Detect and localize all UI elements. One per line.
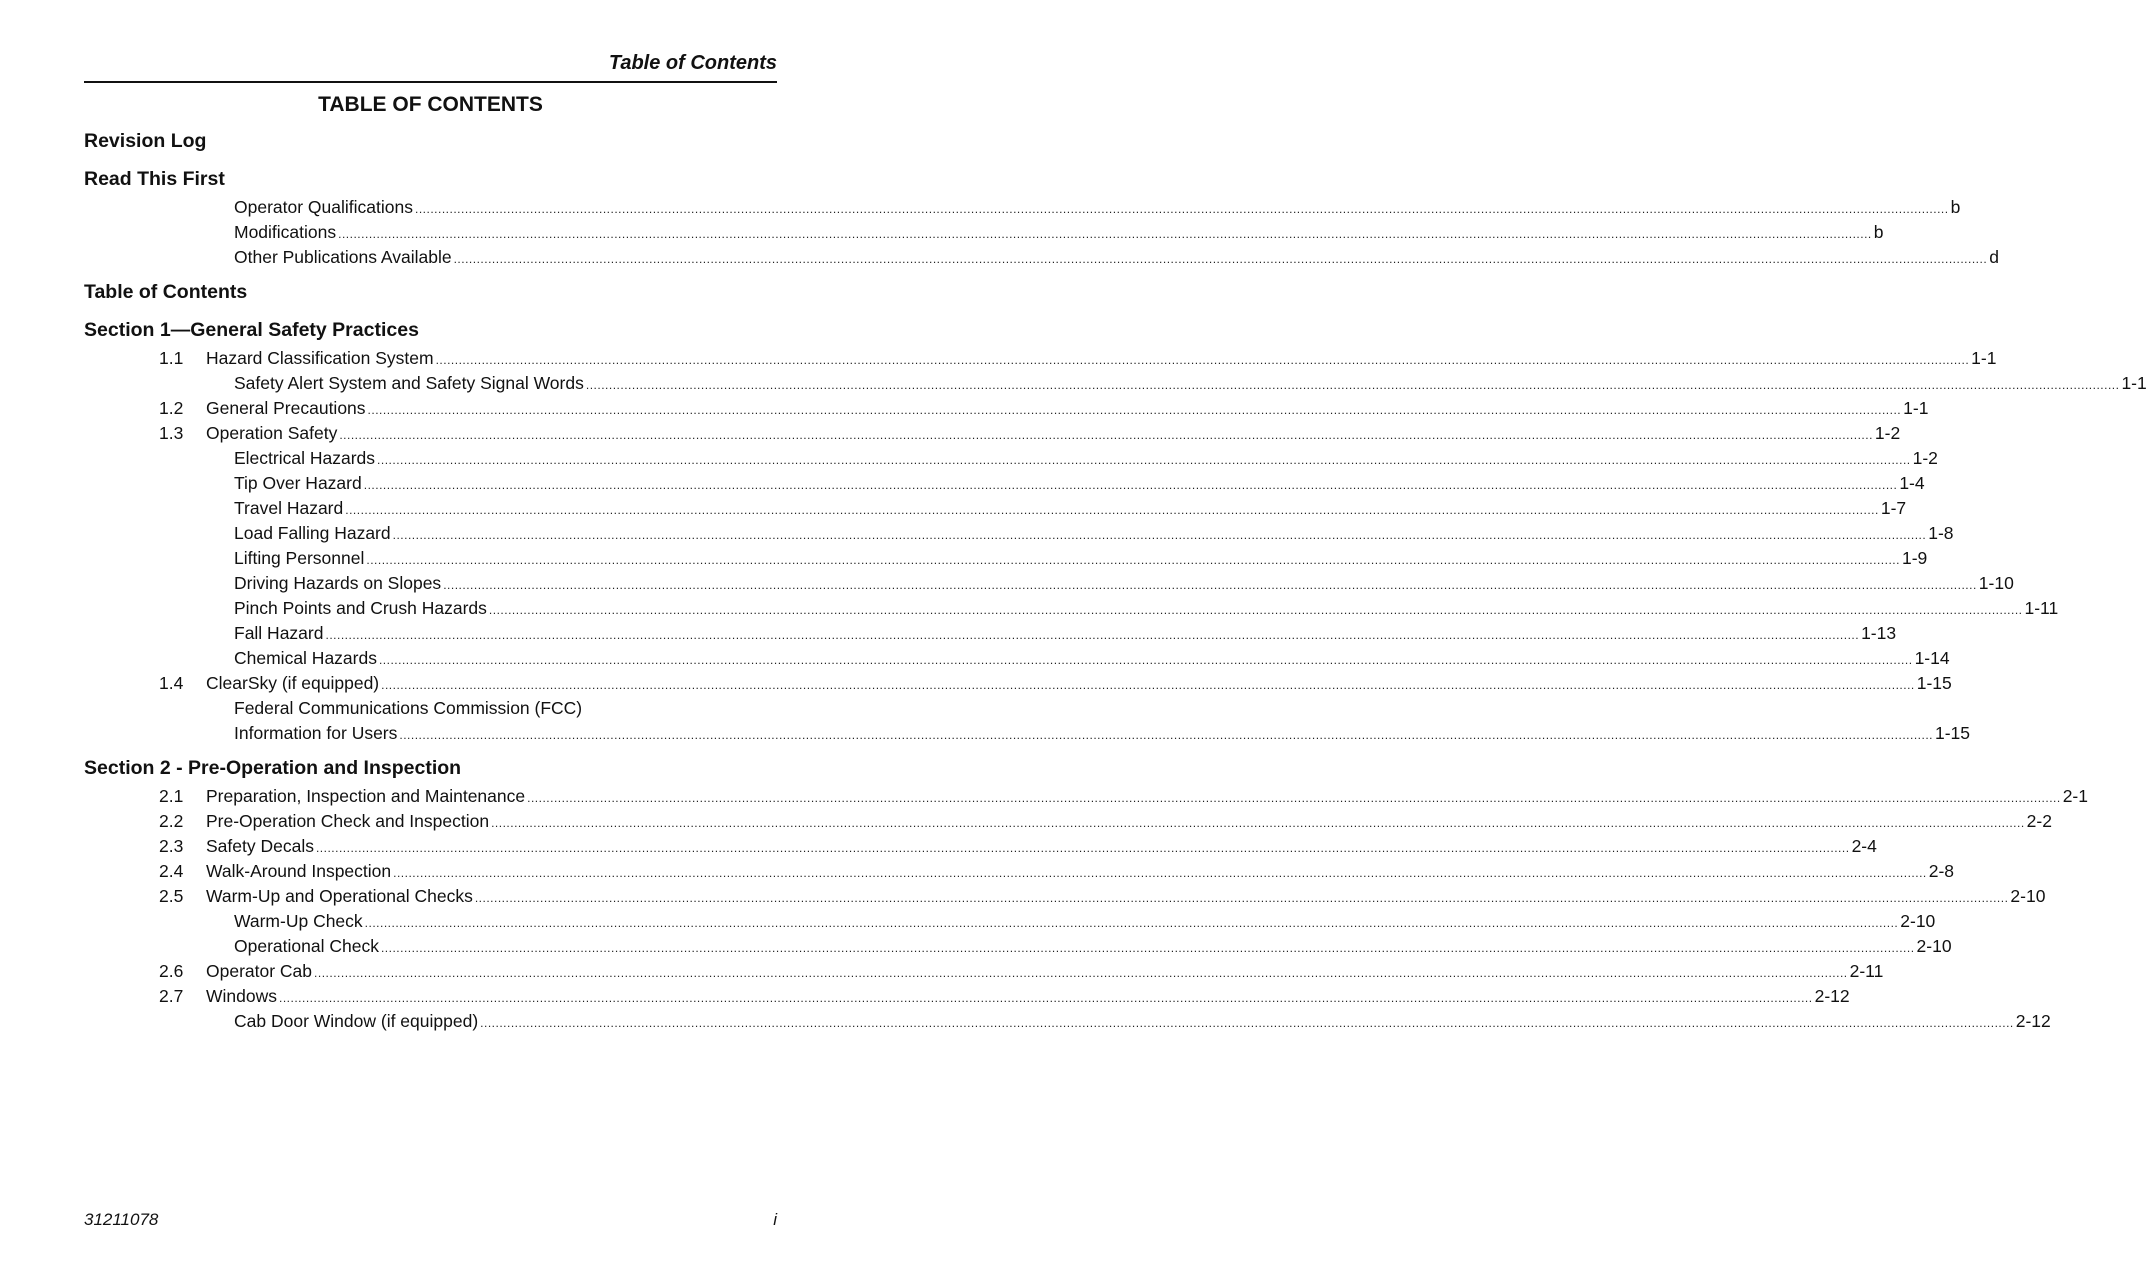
toc-entry-page: 1-8	[1928, 523, 1954, 543]
toc-entry-line	[206, 421, 1901, 448]
toc-entry[interactable]	[84, 721, 1971, 746]
toc-section-heading[interactable]: Section 2 - Pre-Operation and Inspection	[84, 757, 462, 779]
toc-entry-page: 1-13	[1861, 623, 1897, 643]
toc-entry-title: Pre-Operation Check and Inspection	[206, 811, 490, 831]
toc-entry[interactable]	[84, 245, 1999, 270]
dot-leader: ................................................................................................................................................................................................................................................................................................................................................................................................................	[338, 227, 1872, 241]
toc-entry-title: Driving Hazards on Slopes	[234, 573, 442, 593]
toc-entry-title: Warm-Up Check	[234, 911, 363, 931]
toc-entry-page: 1-1	[2121, 373, 2147, 393]
toc-entry[interactable]	[84, 396, 1929, 421]
toc-entry-title: Safety Decals	[206, 836, 314, 856]
dot-leader: ................................................................................................................................................................................................................................................................................................................................................................................................................	[325, 628, 1860, 642]
toc-entry-page: 1-15	[1934, 723, 1971, 743]
toc-entry-page: b	[1873, 222, 1884, 242]
toc-entry-page: 2-1	[2062, 786, 2088, 806]
toc-entry[interactable]	[84, 1009, 2051, 1034]
toc-entry-page: 1-9	[1901, 548, 1928, 568]
toc-entry[interactable]	[84, 471, 1925, 496]
toc-entry-line	[206, 859, 1955, 886]
toc-entry-number: 1.3	[159, 423, 184, 443]
toc-entry-line	[206, 834, 1877, 861]
toc-entry-line	[234, 371, 2147, 398]
dot-leader: ................................................................................................................................................................................................................................................................................................................................................................................................................	[339, 428, 1873, 442]
toc-entry-page: 2-2	[2026, 811, 2052, 831]
toc-entry[interactable]	[84, 646, 1950, 671]
dot-leader: ................................................................................................................................................................................................................................................................................................................................................................................................................	[453, 252, 1988, 266]
toc-entry-line	[234, 446, 1938, 473]
toc-entry-line	[234, 621, 1897, 648]
toc-entry-page: 1-15	[1916, 673, 1952, 693]
toc-section-heading[interactable]: Section 1—General Safety Practices	[84, 319, 419, 341]
dot-leader: ................................................................................................................................................................................................................................................................................................................................................................................................................	[585, 378, 2120, 392]
dot-leader: ................................................................................................................................................................................................................................................................................................................................................................................................................	[377, 453, 1911, 467]
toc-entry-title: Operational Check	[234, 936, 379, 956]
toc-entry-title: Other Publications Available	[234, 247, 452, 267]
toc-entry-title: Operator Qualifications	[234, 197, 413, 217]
dot-leader: ................................................................................................................................................................................................................................................................................................................................................................................................................	[488, 603, 2023, 617]
toc-entry-line	[234, 521, 1954, 548]
toc-entry-title: Safety Alert System and Safety Signal Words	[234, 373, 584, 393]
toc-entry[interactable]	[84, 934, 1952, 959]
toc-entry-line	[206, 346, 1997, 373]
table-of-contents	[84, 125, 2147, 1034]
toc-entry-page: 1-7	[1880, 498, 1907, 518]
toc-entry-page: 2-8	[1928, 861, 1955, 881]
toc-entry-page: b	[1950, 197, 1961, 217]
toc-entry-number: 1.4	[159, 673, 184, 693]
toc-entry[interactable]	[84, 959, 1884, 984]
toc-entry[interactable]	[84, 546, 1928, 571]
toc-entry-title: Information for Users	[234, 723, 398, 743]
dot-leader: ................................................................................................................................................................................................................................................................................................................................................................................................................	[279, 991, 1813, 1005]
toc-entry-number: 2.5	[159, 886, 184, 906]
toc-entry-page: 1-14	[1914, 648, 1950, 668]
toc-entry-line	[234, 934, 1952, 961]
dot-leader: ................................................................................................................................................................................................................................................................................................................................................................................................................	[399, 728, 1933, 742]
toc-entry[interactable]	[84, 909, 1936, 934]
dot-leader: ................................................................................................................................................................................................................................................................................................................................................................................................................	[378, 653, 1913, 667]
toc-entry-title: Electrical Hazards	[234, 448, 376, 468]
toc-entry-page: 1-1	[1971, 348, 1997, 368]
toc-entry-title: Lifting Personnel	[234, 548, 365, 568]
toc-entry[interactable]	[84, 884, 2046, 909]
toc-entry[interactable]	[84, 195, 1961, 220]
toc-section-heading[interactable]: Table of Contents	[84, 281, 248, 303]
toc-entry-title: Tip Over Hazard	[234, 473, 362, 493]
toc-entry[interactable]	[84, 371, 2147, 396]
dot-leader: ................................................................................................................................................................................................................................................................................................................................................................................................................	[480, 1016, 2014, 1030]
toc-entry-number: 1.2	[159, 398, 184, 418]
toc-entry-number: 2.2	[159, 811, 184, 831]
toc-entry-title: Windows	[206, 986, 277, 1006]
dot-leader: ................................................................................................................................................................................................................................................................................................................................................................................................................	[414, 202, 1949, 216]
dot-leader: ................................................................................................................................................................................................................................................................................................................................................................................................................	[443, 578, 1977, 592]
toc-entry-page: 1-1	[1903, 398, 1929, 418]
dot-leader: ................................................................................................................................................................................................................................................................................................................................................................................................................	[491, 816, 2025, 830]
toc-entry-line	[234, 546, 1928, 573]
dot-leader: ................................................................................................................................................................................................................................................................................................................................................................................................................	[527, 791, 2061, 805]
toc-entry-title: Warm-Up and Operational Checks	[206, 886, 473, 906]
toc-entry-line	[234, 696, 582, 721]
toc-entry-line	[234, 220, 1884, 247]
toc-entry-title: Operation Safety	[206, 423, 338, 443]
toc-entry-title: Preparation, Inspection and Maintenance	[206, 786, 526, 806]
toc-entry-page: 2-10	[1916, 936, 1952, 956]
toc-entry[interactable]	[84, 446, 1938, 471]
toc-entry[interactable]	[84, 984, 1850, 1009]
dot-leader: ................................................................................................................................................................................................................................................................................................................................................................................................................	[435, 353, 1970, 367]
toc-entry-line	[234, 496, 1907, 523]
toc-entry-title: Federal Communications Commission (FCC)	[234, 698, 583, 718]
running-header: Table of Contents	[608, 52, 777, 74]
toc-entry[interactable]	[84, 696, 777, 721]
toc-entry-page: 1-11	[2024, 598, 2059, 618]
toc-entry-number: 2.1	[159, 786, 184, 806]
toc-entry-line	[234, 596, 2059, 623]
toc-entry-number: 2.4	[159, 861, 184, 881]
toc-entry[interactable]	[84, 784, 2088, 809]
toc-entry-line	[206, 809, 2052, 836]
header-rule	[84, 81, 777, 83]
toc-section-heading[interactable]: Read This First	[84, 168, 225, 190]
toc-entry-page: 2-10	[1900, 911, 1936, 931]
toc-entry-number: 2.6	[159, 961, 184, 981]
toc-entry-line	[206, 984, 1850, 1011]
toc-entry-line	[206, 671, 1952, 698]
toc-entry-line	[234, 571, 2014, 598]
document-number: 31211078	[84, 1210, 159, 1229]
toc-entry-page: 1-2	[1912, 448, 1938, 468]
toc-entry-line	[234, 721, 1971, 748]
toc-entry[interactable]	[84, 346, 1997, 371]
toc-entry[interactable]	[84, 220, 1884, 245]
toc-entry[interactable]	[84, 421, 1901, 446]
toc-entry-page: 1-2	[1874, 423, 1901, 443]
dot-leader: ................................................................................................................................................................................................................................................................................................................................................................................................................	[315, 841, 1850, 855]
toc-entry-title: Hazard Classification System	[206, 348, 434, 368]
toc-entry-page: d	[1989, 247, 1999, 267]
toc-entry-title: Travel Hazard	[234, 498, 344, 518]
toc-entry-line	[234, 195, 1961, 222]
dot-leader: ................................................................................................................................................................................................................................................................................................................................................................................................................	[363, 478, 1898, 492]
dot-leader: ................................................................................................................................................................................................................................................................................................................................................................................................................	[314, 966, 1848, 980]
toc-entry[interactable]	[84, 596, 2059, 621]
toc-entry-title: Fall Hazard	[234, 623, 324, 643]
toc-entry-page: 2-4	[1851, 836, 1877, 856]
dot-leader: ................................................................................................................................................................................................................................................................................................................................................................................................................	[345, 503, 1879, 517]
dot-leader: ................................................................................................................................................................................................................................................................................................................................................................................................................	[393, 866, 1927, 880]
toc-entry-page: 2-12	[2015, 1011, 2051, 1031]
toc-entry[interactable]	[84, 859, 1955, 884]
dot-leader: ................................................................................................................................................................................................................................................................................................................................................................................................................	[392, 528, 1927, 542]
dot-leader: ................................................................................................................................................................................................................................................................................................................................................................................................................	[364, 916, 1899, 930]
toc-entry-title: Modifications	[234, 222, 337, 242]
toc-entry-page: 2-10	[2010, 886, 2046, 906]
toc-entry-page: 1-10	[1978, 573, 2014, 593]
toc-entry-title: Cab Door Window (if equipped)	[234, 1011, 479, 1031]
toc-entry-page: 2-12	[1814, 986, 1850, 1006]
toc-entry-line	[234, 245, 1999, 272]
toc-entry-number: 2.3	[159, 836, 184, 856]
toc-entry[interactable]	[84, 621, 1897, 646]
toc-entry[interactable]	[84, 834, 1877, 859]
toc-entry-line	[234, 1009, 2051, 1036]
toc-entry-line	[206, 396, 1929, 423]
dot-leader: ................................................................................................................................................................................................................................................................................................................................................................................................................	[367, 403, 1902, 417]
dot-leader: ................................................................................................................................................................................................................................................................................................................................................................................................................	[366, 553, 1900, 567]
toc-entry-title: Chemical Hazards	[234, 648, 377, 668]
toc-entry-number: 1.1	[159, 348, 184, 368]
toc-entry[interactable]	[84, 496, 1907, 521]
toc-entry-line	[234, 471, 1925, 498]
toc-entry-title: ClearSky (if equipped)	[206, 673, 380, 693]
toc-entry[interactable]	[84, 809, 2052, 834]
toc-entry-line	[206, 784, 2088, 811]
toc-entry-page: 2-11	[1849, 961, 1884, 981]
page-title: TABLE OF CONTENTS	[318, 93, 543, 116]
dot-leader: ................................................................................................................................................................................................................................................................................................................................................................................................................	[380, 941, 1915, 955]
toc-entry-page: 1-4	[1899, 473, 1925, 493]
toc-entry-title: Load Falling Hazard	[234, 523, 391, 543]
toc-entry-title: Pinch Points and Crush Hazards	[234, 598, 487, 618]
toc-entry[interactable]	[84, 671, 1952, 696]
toc-entry-line	[206, 959, 1884, 986]
toc-entry-number: 2.7	[159, 986, 184, 1006]
dot-leader: ................................................................................................................................................................................................................................................................................................................................................................................................................	[474, 891, 2009, 905]
toc-section-heading[interactable]: Revision Log	[84, 130, 207, 152]
toc-entry-line	[206, 884, 2046, 911]
toc-entry-line	[234, 909, 1936, 936]
dot-leader: ................................................................................................................................................................................................................................................................................................................................................................................................................	[381, 678, 1915, 692]
page-number: i	[773, 1210, 777, 1229]
toc-entry-title: General Precautions	[206, 398, 366, 418]
toc-entry-line	[234, 646, 1950, 673]
toc-entry-title: Walk-Around Inspection	[206, 861, 392, 881]
toc-entry[interactable]	[84, 521, 1954, 546]
toc-entry-title: Operator Cab	[206, 961, 313, 981]
toc-entry[interactable]	[84, 571, 2014, 596]
